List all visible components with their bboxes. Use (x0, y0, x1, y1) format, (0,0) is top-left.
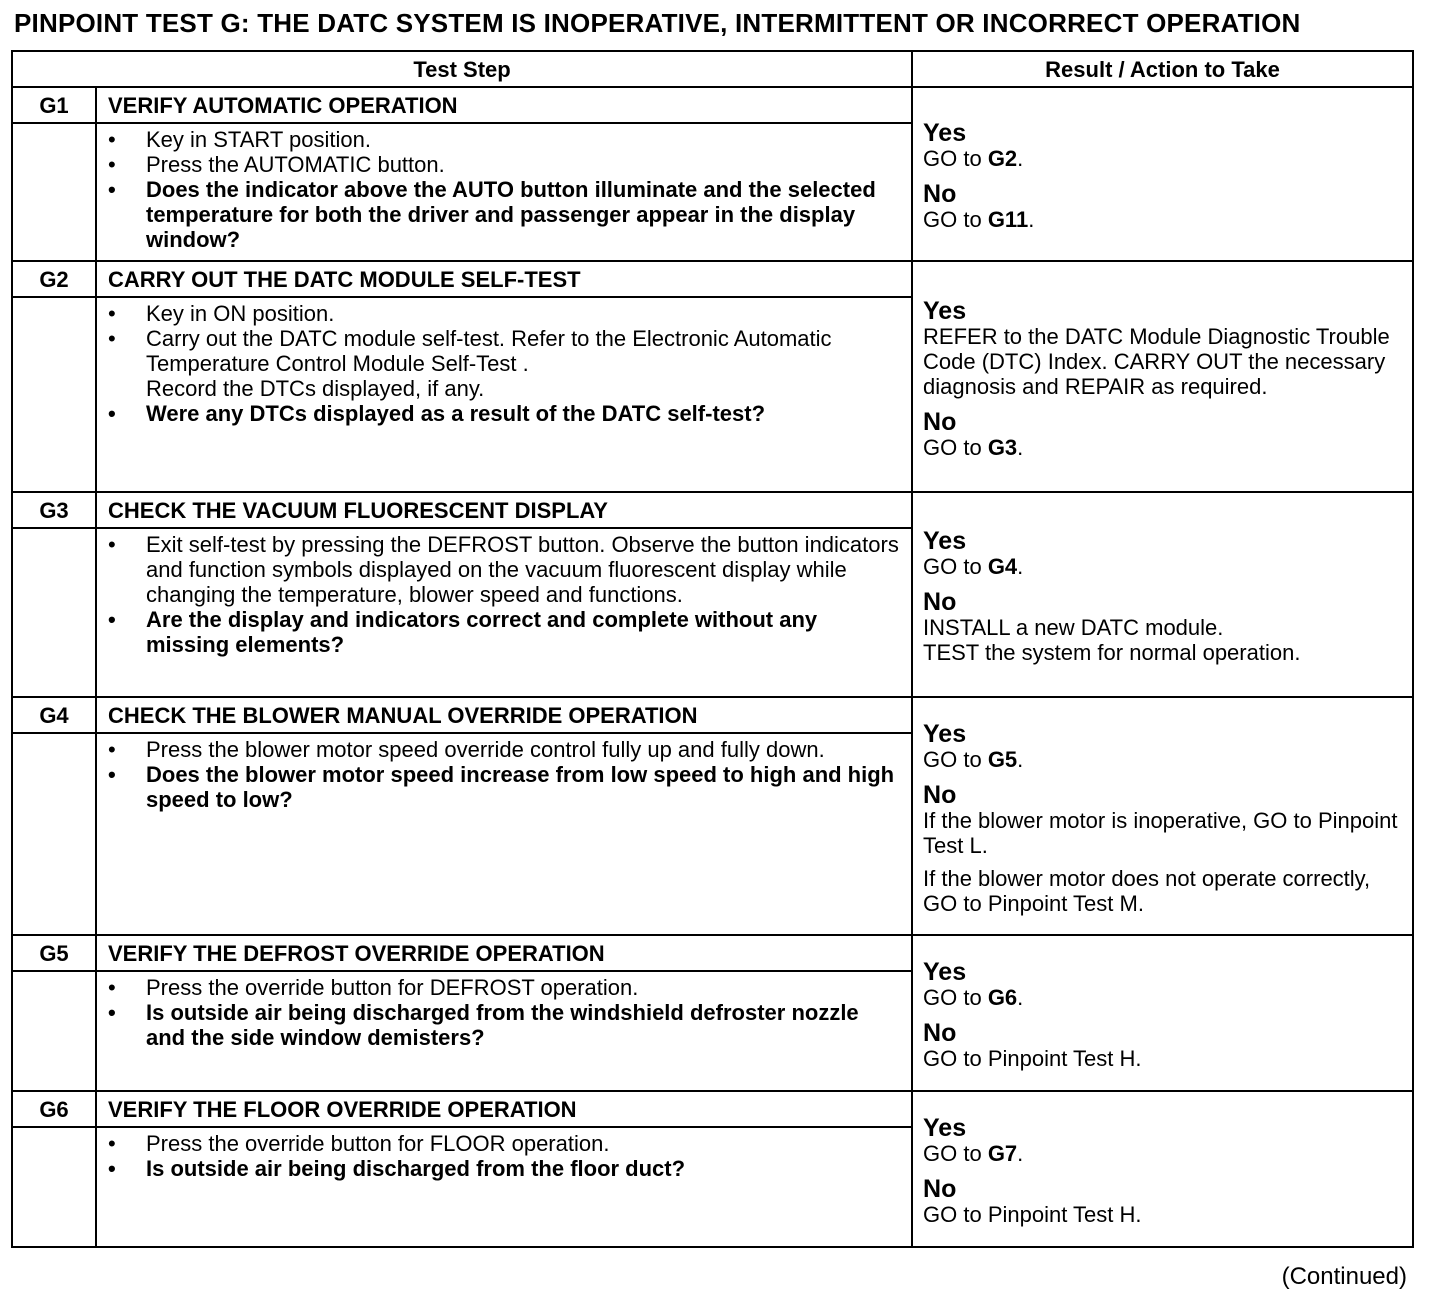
step-id: G3 (12, 492, 96, 528)
list-item: • Press the override button for FLOOR operation. (108, 1131, 610, 1156)
yes-action: REFER to the DATC Module Diagnostic Trouble Code (DTC) Index. CARRY OUT the necessary diagnosis and REPAIR as required. (923, 323, 1390, 399)
step-body (96, 971, 912, 1091)
no-label: No (923, 407, 957, 436)
yes-label: Yes (923, 527, 967, 555)
no-action: GO to G3. (923, 434, 1024, 460)
step-result (912, 935, 1413, 1091)
page-title: PINPOINT TEST G: THE DATC SYSTEM IS INOPERATIVE, INTERMITTENT OR INCORRECT OPERATION (14, 8, 1301, 38)
step-body (96, 528, 912, 697)
yes-action: GO to G6. (923, 985, 1024, 1010)
step-g2 (12, 261, 1413, 492)
step-body (96, 297, 912, 492)
step-body (96, 1127, 912, 1247)
list-item: • Are the display and indicators correct and complete without any missing elements? (108, 607, 818, 657)
step-g5 (12, 935, 1413, 1091)
step-g1 (12, 87, 1413, 261)
continued-label: (Continued) (1281, 1263, 1407, 1290)
step-name: CHECK THE BLOWER MANUAL OVERRIDE OPERATION (96, 697, 912, 733)
step-name: VERIFY THE FLOOR OVERRIDE OPERATION (96, 1091, 912, 1127)
step-body (96, 123, 912, 261)
list-item: • Does the blower motor speed increase from low speed to high and high speed to low? (108, 762, 895, 812)
step-id: G1 (12, 87, 96, 123)
list-item: • Is outside air being discharged from the windshield defroster nozzle and the side window demisters? (108, 1000, 859, 1050)
no-action: GO to Pinpoint Test H. (923, 1046, 1142, 1071)
step-result (912, 697, 1413, 935)
list-item: • Exit self-test by pressing the DEFROST button. Observe the button indicators and function symbols displayed on the vacuum fluorescent display while changing the temperature, blower speed and functions. (108, 532, 899, 607)
yes-label: Yes (923, 119, 967, 147)
no-action: GO to G11. (923, 207, 1035, 232)
step-id: G4 (12, 697, 96, 733)
step-name: CARRY OUT THE DATC MODULE SELF-TEST (96, 261, 912, 297)
list-item: • Key in START position. (108, 127, 371, 152)
step-name: VERIFY AUTOMATIC OPERATION (96, 87, 912, 123)
step-g4 (12, 697, 1413, 935)
list-item: • Is outside air being discharged from the floor duct? (108, 1156, 686, 1181)
yes-action: GO to G5. (923, 746, 1024, 772)
list-item: • Carry out the DATC module self-test. Refer to the Electronic Automatic Temperature Control Module Self-Test . Record the DTCs displayed, if any. (108, 326, 832, 401)
yes-label: Yes (923, 1114, 967, 1142)
pinpoint-test-table (11, 50, 1414, 1248)
yes-action: GO to G2. (923, 146, 1024, 171)
test-step-header: Test Step (12, 51, 912, 87)
no-action-2: TEST the system for normal operation. (923, 640, 1301, 665)
no-label: No (923, 1175, 957, 1203)
list-item: • Were any DTCs displayed as a result of the DATC self-test? (108, 401, 766, 426)
yes-label: Yes (923, 958, 967, 986)
step-id: G5 (12, 935, 96, 971)
step-id: G6 (12, 1091, 96, 1127)
list-item: • Press the blower motor speed override control fully up and fully down. (108, 737, 825, 762)
result-header: Result / Action to Take (912, 51, 1413, 87)
step-id: G2 (12, 261, 96, 297)
no-label: No (923, 780, 957, 809)
list-item: • Key in ON position. (108, 301, 335, 326)
yes-action: GO to G4. (923, 554, 1024, 579)
no-label: No (923, 588, 957, 616)
no-action: GO to Pinpoint Test H. (923, 1202, 1142, 1227)
yes-action: GO to G7. (923, 1141, 1024, 1166)
no-action: INSTALL a new DATC module. (923, 615, 1224, 640)
yes-label: Yes (923, 719, 967, 748)
step-name: CHECK THE VACUUM FLUORESCENT DISPLAY (96, 492, 912, 528)
no-action-2: If the blower motor does not operate correctly, GO to Pinpoint Test M. (923, 865, 1371, 916)
yes-label: Yes (923, 296, 967, 325)
step-result (912, 1091, 1413, 1247)
step-result (912, 492, 1413, 697)
step-g3 (12, 492, 1413, 697)
no-label: No (923, 180, 957, 208)
step-name: VERIFY THE DEFROST OVERRIDE OPERATION (96, 935, 912, 971)
list-item: • Does the indicator above the AUTO button illuminate and the selected temperature for both the driver and passenger appear in the display window? (108, 177, 876, 252)
step-g6 (12, 1091, 1413, 1247)
no-label: No (923, 1019, 957, 1047)
no-action: If the blower motor is inoperative, GO to Pinpoint Test L. (923, 807, 1398, 858)
list-item: • Press the override button for DEFROST operation. (108, 975, 639, 1000)
table-header-row (12, 51, 1413, 87)
step-result (912, 261, 1413, 492)
step-body (96, 733, 912, 935)
step-result (912, 87, 1413, 261)
list-item: • Press the AUTOMATIC button. (108, 152, 445, 177)
